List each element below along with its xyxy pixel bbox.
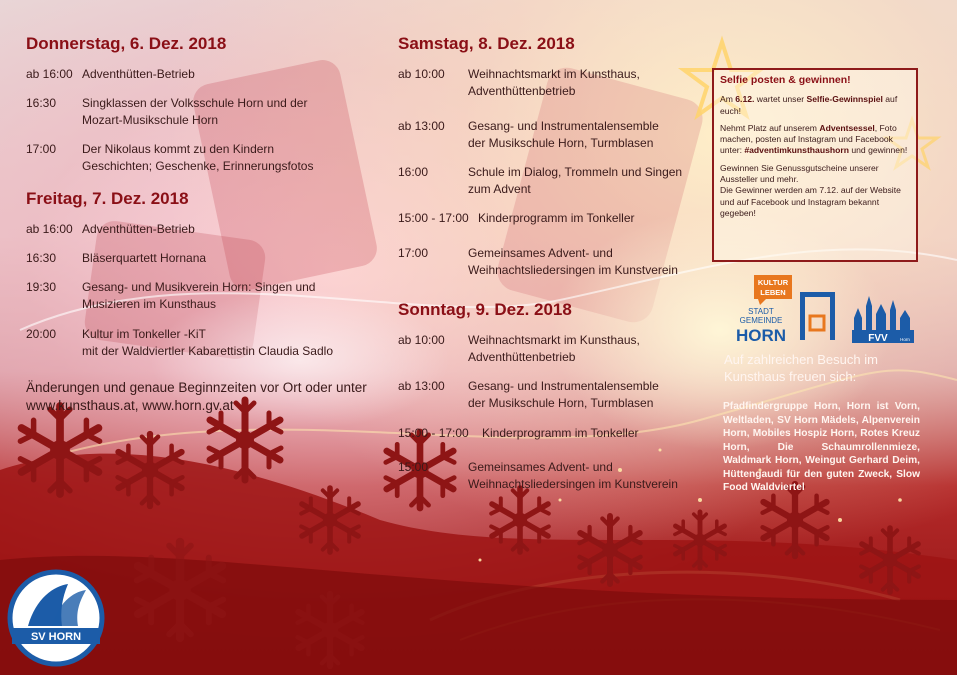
kultur-text: KULTUR: [757, 278, 789, 287]
event-time: ab 13:00: [398, 119, 445, 133]
website-links: www.kunsthaus.at, www.horn.gv.at: [26, 398, 234, 413]
event-description: Bläserquartett Hornana: [82, 251, 207, 265]
event-description: Gesang- und Instrumentalensemble: [468, 379, 659, 393]
text-segment: auf euch!: [720, 94, 898, 116]
event-description: Gemeinsames Advent- und: [468, 460, 613, 474]
event-description: der Musikschule Horn, Turmblasen: [468, 136, 654, 150]
event-time: 19:30: [26, 280, 57, 294]
event-description: Gesang- und Instrumentalensemble: [468, 119, 659, 133]
event-description: Weihnachtsmarkt im Kunsthaus,: [468, 333, 640, 347]
event-time: ab 10:00: [398, 67, 445, 81]
stadtgemeinde-horn-logo: [724, 274, 842, 346]
selfie-paragraph: [720, 94, 910, 117]
event-time: ab 16:00: [26, 67, 73, 81]
changes-notice-line: Änderungen und genaue Beginnzeiten vor Ort oder unter: [26, 380, 367, 395]
sv-horn-logo: [6, 568, 106, 668]
event-description: Der Nikolaus kommt zu den Kindern: [82, 142, 275, 156]
event-description: Geschichten; Geschenke, Erinnerungsfotos: [82, 159, 314, 173]
selfie-paragraph: [720, 123, 910, 157]
event-time: ab 10:00: [398, 333, 445, 347]
leben-text: LEBEN: [760, 288, 786, 297]
event-time: 16:30: [26, 96, 57, 110]
text-bold: Adventsessel: [819, 122, 875, 133]
day-title-saturday: Samstag, 8. Dez. 2018: [398, 34, 575, 53]
gemeinde-text: GEMEINDE: [739, 316, 783, 325]
stadt-text: STADT: [748, 307, 774, 316]
sv-horn-text: SV HORN: [30, 631, 82, 643]
event-time: 20:00: [26, 327, 57, 341]
event-time: 17:00: [398, 246, 429, 260]
horn-emblem-icon: [800, 292, 835, 340]
event-description: Adventhüttenbetrieb: [468, 350, 576, 364]
fvv-text: FVV: [868, 333, 888, 344]
selfie-heading: Selfie posten & gewinnen!: [720, 74, 851, 86]
event-time: 15:00: [398, 460, 429, 474]
day-title-friday: Freitag, 7. Dez. 2018: [26, 189, 189, 208]
event-description: Weihnachtsmarkt im Kunsthaus,: [468, 67, 640, 81]
text-bold: 6.12.: [735, 94, 755, 105]
event-description: Adventhütten-Betrieb: [82, 67, 195, 81]
event-description: zum Advent: [468, 182, 531, 196]
text-segment: wartet unser: [754, 94, 807, 105]
event-description: Weihnachtsliedersingen im Kunstverein: [468, 477, 678, 491]
event-description: Kultur im Tonkeller -KiT: [82, 327, 206, 341]
fvv-horn-logo: [850, 296, 916, 344]
selfie-paragraph: Die Gewinner werden am 7.12. auf der Website und auf Facebook und Instagram bekannt gegeben!: [720, 185, 901, 218]
event-description: Gesang- und Musikverein Horn: Singen und: [82, 280, 316, 294]
event-description: Kinderprogramm im Tonkeller: [478, 211, 635, 225]
event-time: 15:00 - 17:00: [398, 211, 469, 225]
event-description: Weihnachtsliedersingen im Kunstverein: [468, 263, 678, 277]
visit-invitation: [724, 351, 878, 385]
day-title-thursday: Donnerstag, 6. Dez. 2018: [26, 34, 227, 53]
event-description: Schule im Dialog, Trommeln und Singen: [468, 165, 683, 179]
hashtag: #adventimkunsthaushorn: [744, 145, 849, 156]
visit-line: Kunsthaus freuen sich:: [724, 369, 857, 384]
visit-line: Auf zahlreichen Besuch im: [724, 352, 878, 367]
fvv-horn-small-text: Horn: [900, 337, 910, 342]
horn-text: HORN: [735, 326, 787, 345]
event-description: Gemeinsames Advent- und: [468, 246, 613, 260]
event-description: Musizieren im Kunsthaus: [82, 297, 217, 311]
sponsors-list: Pfadfindergruppe Horn, Horn ist Vorn, Weltladen, SV Horn Mädels, Alpenverein Horn, Mobiles Hospiz Horn, Rotes Kreuz Horn, Die Schaumrollenmieze, Waldmark Horn, Weingut Gerhard Deim, Hüttengaudi für den guten Zweck, Slow Food Waldviertel: [723, 401, 920, 493]
day-title-sunday: Sonntag, 9. Dez. 2018: [398, 300, 572, 319]
changes-notice: [26, 379, 367, 415]
event-description: Singklassen der Volksschule Horn und der: [82, 96, 308, 110]
event-time: ab 16:00: [26, 222, 73, 236]
event-description: Adventhütten-Betrieb: [82, 222, 195, 236]
event-description: Adventhüttenbetrieb: [468, 84, 576, 98]
event-time: 17:00: [26, 142, 57, 156]
event-description: Mozart-Musikschule Horn: [82, 113, 219, 127]
event-time: 15:00 - 17:00: [398, 426, 469, 440]
event-time: 16:00: [398, 165, 429, 179]
event-description: Kinderprogramm im Tonkeller: [482, 426, 639, 440]
event-description: der Musikschule Horn, Turmblasen: [468, 396, 654, 410]
event-time: ab 13:00: [398, 379, 445, 393]
selfie-contest-box: [712, 68, 918, 262]
text-segment: , Foto machen, posten auf Instagram und Facebook unter:: [720, 122, 897, 156]
text-segment: und gewinnen!: [848, 145, 908, 156]
event-description: mit der Waldviertler Kabarettistin Claudia Sadlo: [82, 344, 333, 358]
event-time: 16:30: [26, 251, 57, 265]
text-segment: Am: [720, 94, 736, 105]
text-segment: Nehmt Platz auf unserem: [720, 122, 820, 133]
text-bold: Selfie-Gewinnspiel: [806, 94, 883, 105]
selfie-paragraph: Gewinnen Sie Genussgutscheine unserer Aussteller und mehr.: [720, 162, 879, 185]
